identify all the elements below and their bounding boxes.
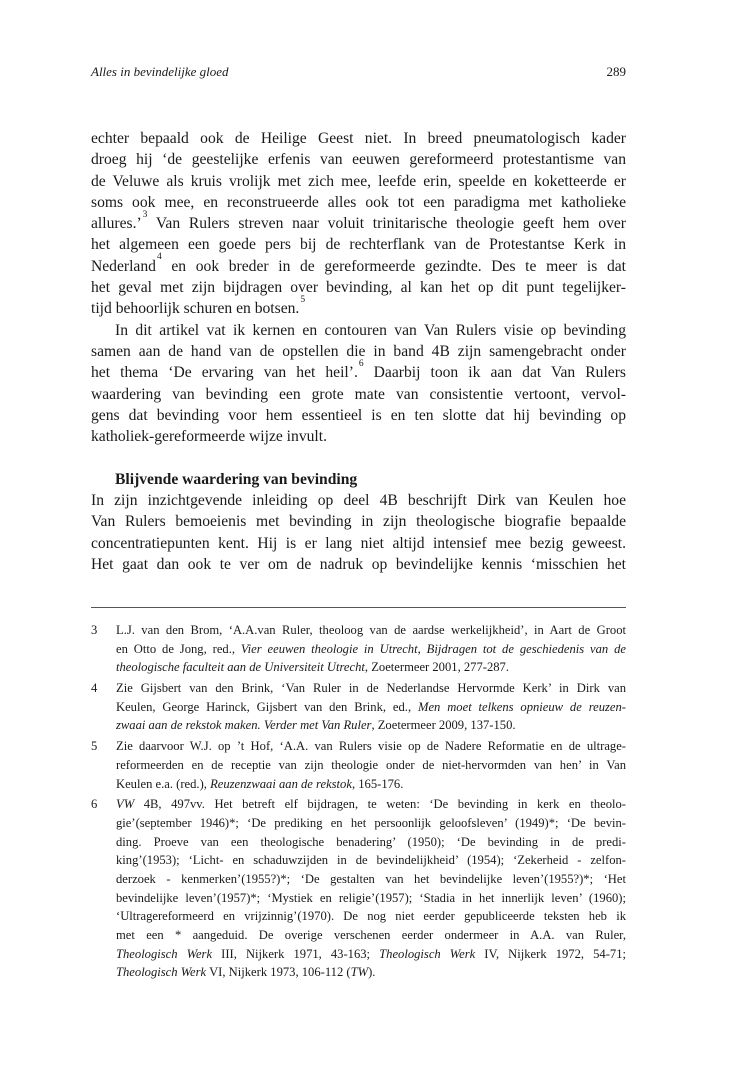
footnote-line: king’(1953); ‘Licht- en schaduwzijden in de bevindelijkheid’ (1954); ‘Zekerheid - zelfon- [116,853,626,868]
text-line: echter bepaald ook de Heilige Geest niet. In breed pneumatologisch kader [91,130,626,147]
text-line: het algemeen een goede pers bij de rechterflank van de Protestantse Kerk in [91,236,626,254]
text-line [91,358,626,383]
text-fragment: , Zoetermeer 2001, 277-287. [364,660,509,675]
abbreviation: TW [350,965,369,980]
text-fragment: IV, Nijkerk 1972, 54-71; [484,946,626,961]
footnotes [91,621,626,984]
footnote-line: derzoek - kenmerken’(1955?)*; ‘De gestalten van het bevindelijke leven’(1955?)*; ‘Het [116,871,626,886]
footnote-line: met een * aangeduid. De overige verschenen eerder ondermeer in A.A. van Ruler, [116,928,626,942]
footnote-3 [91,621,626,677]
text-line: droeg hij ‘de geestelijke erfenis van eeuwen gereformeerd protestantisme van [91,151,626,169]
text-fragment: , Zoetermeer 2009, 137-150. [371,718,516,733]
book-title: Theologisch Werk [379,946,476,961]
footnote-line: ‘Ultragereformeerd en vrijzinnig’(1970). De nog niet eerder gepubliceerde teksten heb ik [116,909,626,924]
text-line [91,209,626,234]
footnote-number: 6 [91,797,98,812]
text-line: waardering van bevinding een grote mate van consistentie vertoont, vervol- [91,385,626,403]
body-text [91,128,626,575]
text-fragment: 4B, 497vv. Het betreft elf bijdragen, te weten: ‘De bevinding in kerk en theolo- [143,797,627,812]
footnote-line: L.J. van den Brom, ‘A.A.van Ruler, theoloog van de aardse werkelijkheid’, in Aart de Groot [116,623,626,637]
text-fragment: VI, Nijkerk 1973, 106-112 ( [209,965,351,980]
text-fragment: III, Nijkerk 1971, 43-163; [221,946,371,961]
footnote-line [116,716,626,735]
footnote-reference[interactable]: 5 [300,294,306,305]
running-head [91,64,626,82]
footnote-reference[interactable]: 4 [156,252,162,263]
footnote-line [116,945,626,964]
text-line [91,294,626,319]
footnote-reference[interactable]: 6 [358,358,364,369]
text-fragment: en Otto de Jong, red., [116,641,236,656]
text-line: In zijn inzichtgevende inleiding op deel 4B beschrijft Dirk van Keulen hoe [91,492,626,510]
book-title: Theologisch Werk [116,965,207,980]
footnote-line [116,795,626,814]
text-fragment: Keulen, George Harinck, Gijsbert van den Brink, ed., [116,699,412,714]
text-line: concentratiepunten kent. Hij is er lang niet altijd intensief mee bezig geweest. [91,534,626,552]
page-number: 289 [606,64,626,79]
footnote-number: 3 [91,623,98,637]
text-line: soms ook mee, en reconstrueerde alles ook tot een paradigma met katholieke [91,193,626,211]
book-title: Reuzenzwaai aan de rekstok [210,776,352,791]
text-fragment: Daarbij toon ik aan dat Van Rulers [373,364,626,382]
footnote-reference[interactable]: 3 [142,209,148,220]
footnote-number: 5 [91,739,98,754]
book-title: Theologisch Werk [116,946,213,961]
footnote-line [116,640,626,659]
book-title: Men moet telkens opnieuw de reuzen- [417,699,626,714]
footnote-line [116,698,626,717]
footnote-4 [91,679,626,735]
book-title: zwaai aan de rekstok maken. Verder met Van Ruler [116,718,372,733]
book-title: theologische faculteit aan de Universiteit Utrecht [116,660,365,675]
footnote-body [116,679,626,735]
footnote-line: bevindelijke leven’(1957)*; ‘Mystiek en religie’(1957); ‘Stadia in het innerlijk leven’ (1960); [116,890,626,905]
text-fragment: het thema ‘De ervaring van het heil’. [91,364,358,382]
footnote-number: 4 [91,681,98,696]
footnote-body [116,795,626,982]
abbreviation: VW [116,797,135,812]
text-line: samen aan de hand van de opstellen die in band 4B zijn samengebracht onder [91,342,626,360]
text-fragment: allures.’ [91,215,142,233]
text-line [91,252,626,277]
footnote-line: gie’(september 1946)*; ‘De prediking en het persoonlijk geloofsleven’ (1949)*; ‘De bevin- [116,815,626,830]
text-line: het geval met zijn bijdragen over bevinding, al kan het op dit punt tegelijker- [91,279,626,297]
footnote-line: Zie Gijsbert van den Brink, ‘Van Ruler in de Nederlandse Hervormde Kerk’ in Dirk van [116,681,626,696]
text-line: In dit artikel vat ik kernen en contouren van Van Rulers visie op bevinding [115,321,626,339]
footnote-line: ding. Proeve van een theologische benadering’ (1950); ‘De bevinding in de predi- [116,834,626,849]
footnote-5 [91,737,626,793]
footnote-line [116,963,626,982]
text-fragment: tijd behoorlijk schuren en botsen. [91,300,300,318]
footnote-line [116,658,626,677]
footnote-body [116,737,626,793]
footnote-6 [91,795,626,982]
footnote-body [116,621,626,677]
section-heading: Blijvende waardering van bevinding [115,470,358,488]
text-fragment: en ook breder in de gereformeerde gezindte. Des te meer is dat [171,257,626,275]
text-line: gens dat bevinding voor hem essentieel is en ten slotte dat hij bevinding op [91,406,626,424]
text-line: de Veluwe als kruis vrolijk met zich mee, leefde erin, speelde en koketteerde er [91,172,626,190]
text-fragment: , 165-176. [351,776,404,791]
footnote-line: Zie daarvoor W.J. op ’t Hof, ‘A.A. van Rulers visie op de Nadere Reformatie en de ultrage- [116,739,626,754]
book-title: Vier eeuwen theologie in Utrecht, Bijdragen tot de geschiedenis van de [240,641,627,656]
text-fragment: Nederland [91,257,156,275]
footnote-line: reformeerden en de receptie van zijn theologie onder de niet-hervormden van hen’ in Van [116,757,626,772]
running-head-title: Alles in bevindelijke gloed [91,64,229,79]
footnote-line [116,775,626,794]
text-line: Het gaat dan ook te ver om de nadruk op bevindelijke kennis ‘misschien het [91,555,626,573]
text-fragment: Keulen e.a. (red.), [116,776,207,791]
footnote-divider [91,607,626,608]
text-fragment: ). [368,965,376,980]
text-line: katholiek-gereformeerde wijze invult. [91,428,327,446]
text-line: Van Rulers bemoeienis met bevinding in zijn theologische biografie bepaalde [91,513,626,531]
text-fragment: Van Rulers streven naar voluit trinitarische theologie geeft hem over [155,215,626,233]
